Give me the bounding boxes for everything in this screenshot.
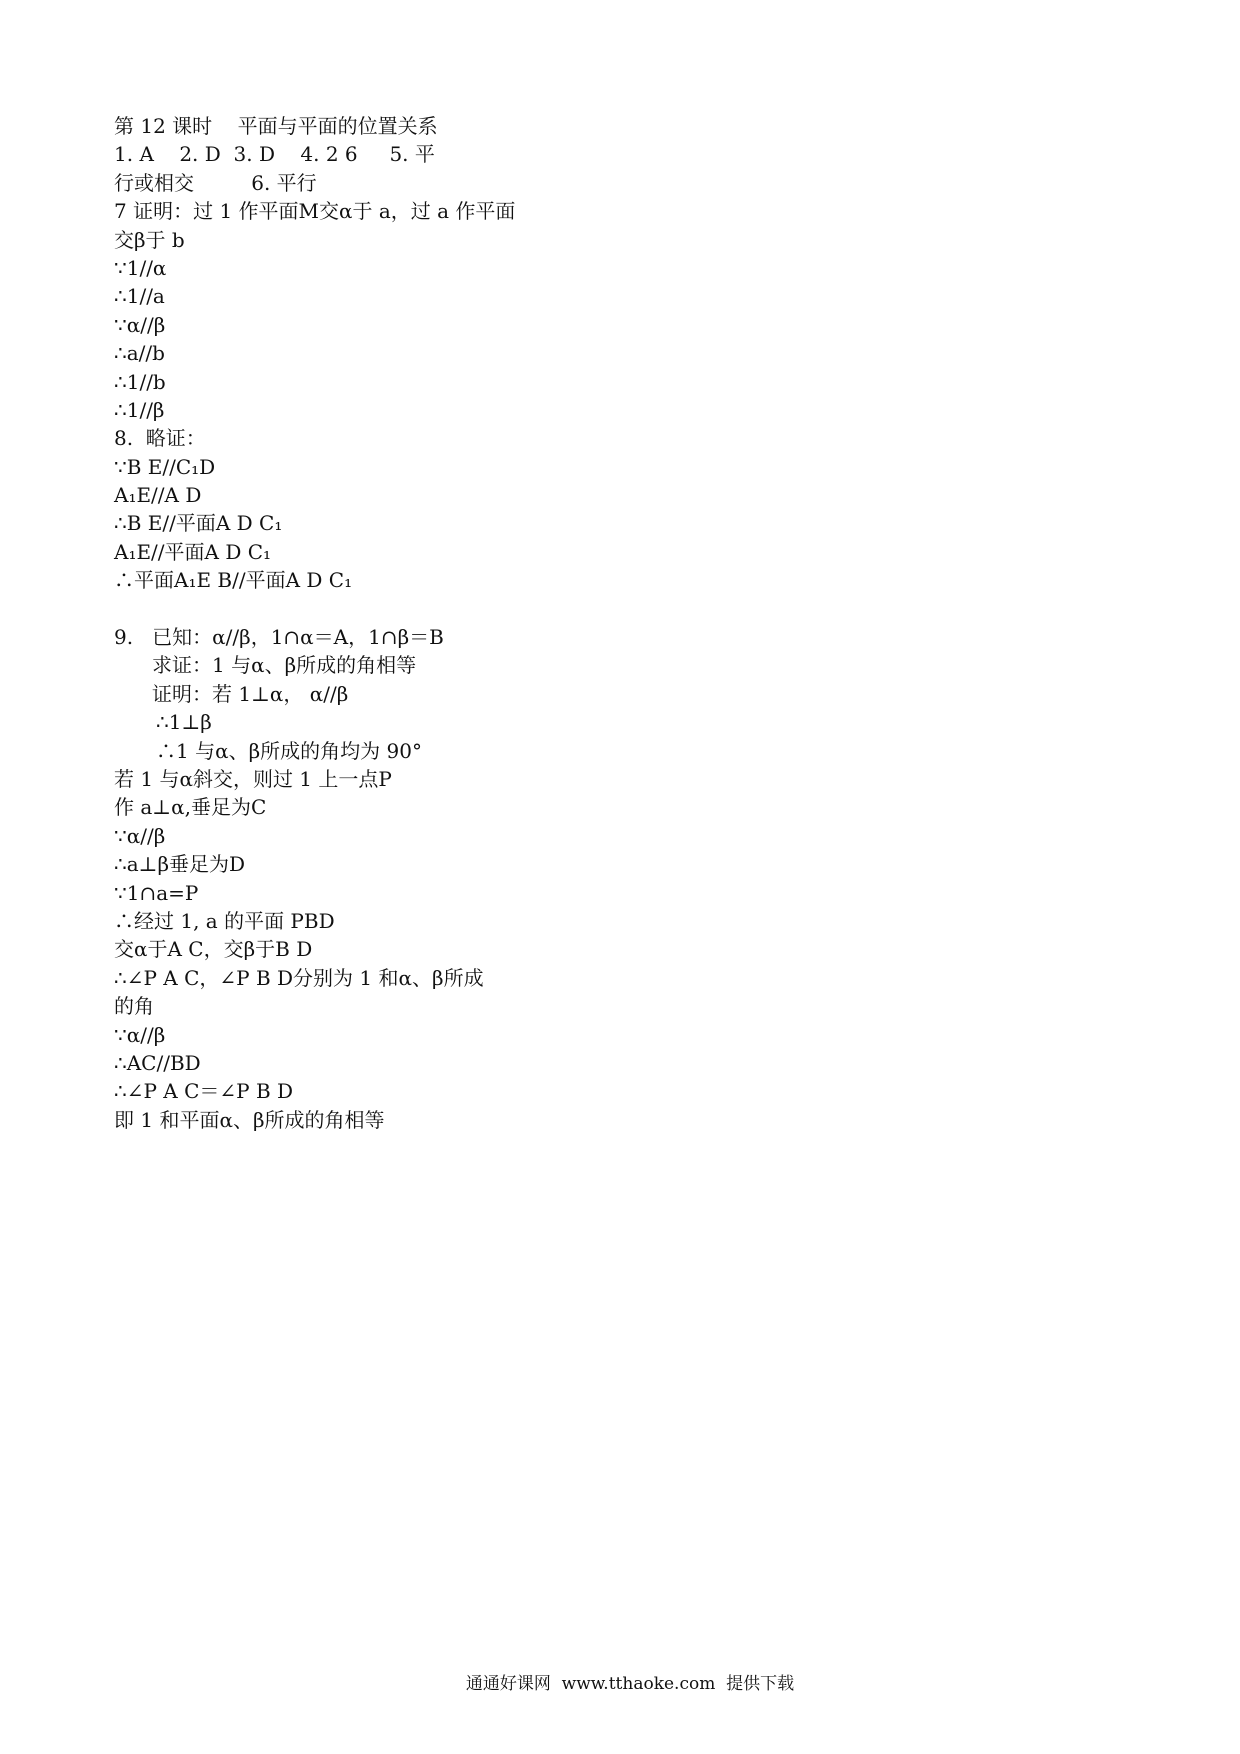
text-line: 1. A 2. D 3. D 4. 2 6 5. 平 — [114, 142, 435, 167]
text-line: 9. 已知：α//β，1∩α＝A，1∩β＝B — [114, 625, 444, 650]
text-line: 8. 略证： — [114, 426, 206, 451]
text-line: ∴经过 1, a 的平面 PBD — [114, 908, 335, 933]
text-line: ∵α//β — [114, 1022, 166, 1047]
text-line: 交β于 b — [114, 227, 185, 252]
text-line: 证明：若 1⊥α， α//β — [152, 681, 349, 706]
text-line: ∴a//b — [114, 341, 165, 366]
blank-line — [114, 595, 574, 623]
text-line: ∴1//b — [114, 369, 166, 394]
text-line: 即 1 和平面α、β所成的角相等 — [114, 1107, 385, 1132]
text-line: ∵1//α — [114, 255, 167, 280]
text-line: 作 a⊥α,垂足为C — [114, 795, 267, 820]
text-line: ∵α//β — [114, 823, 166, 848]
text-line: ∴平面A₁E B//平面A D C₁ — [114, 568, 353, 593]
text-line: 的角 — [114, 994, 154, 1019]
text-line: ∴∠P A C＝∠P B D — [114, 1079, 294, 1104]
text-line: ∵B E//C₁D — [114, 454, 216, 479]
text-line: 若 1 与α斜交，则过 1 上一点P — [114, 766, 392, 791]
text-line: A₁E//平面A D C₁ — [114, 539, 272, 564]
lesson-title: 第 12 课时 平面与平面的位置关系 — [114, 114, 438, 138]
text-line: ∴1//a — [114, 284, 165, 309]
text-line: ∴AC//BD — [114, 1050, 201, 1075]
text-line: ∴B E//平面A D C₁ — [114, 511, 283, 536]
text-line: ∵1∩a=P — [114, 880, 199, 905]
page-footer: 通通好课网 www.tthaoke.com 提供下载 — [465, 1674, 795, 1694]
text-line: ∴1 与α、β所成的角均为 90° — [156, 738, 422, 763]
text-line: ∴∠P A C，∠P B D分别为 1 和α、β所成 — [114, 965, 484, 990]
text-line: 7 证明：过 1 作平面M交α于 a，过 a 作平面 — [114, 199, 516, 224]
text-line: ∴a⊥β垂足为D — [114, 852, 246, 877]
text-line: 行或相交 6. 平行 — [114, 170, 317, 195]
text-line: ∵α//β — [114, 312, 166, 337]
text-line: 交α于A C，交β于B D — [114, 937, 313, 962]
text-line: ∴1⊥β — [156, 710, 212, 735]
text-line: A₁E//A D — [114, 483, 202, 508]
text-line: ∴1//β — [114, 397, 165, 422]
document-body — [114, 112, 574, 1134]
text-line: 求证：1 与α、β所成的角相等 — [152, 653, 417, 678]
